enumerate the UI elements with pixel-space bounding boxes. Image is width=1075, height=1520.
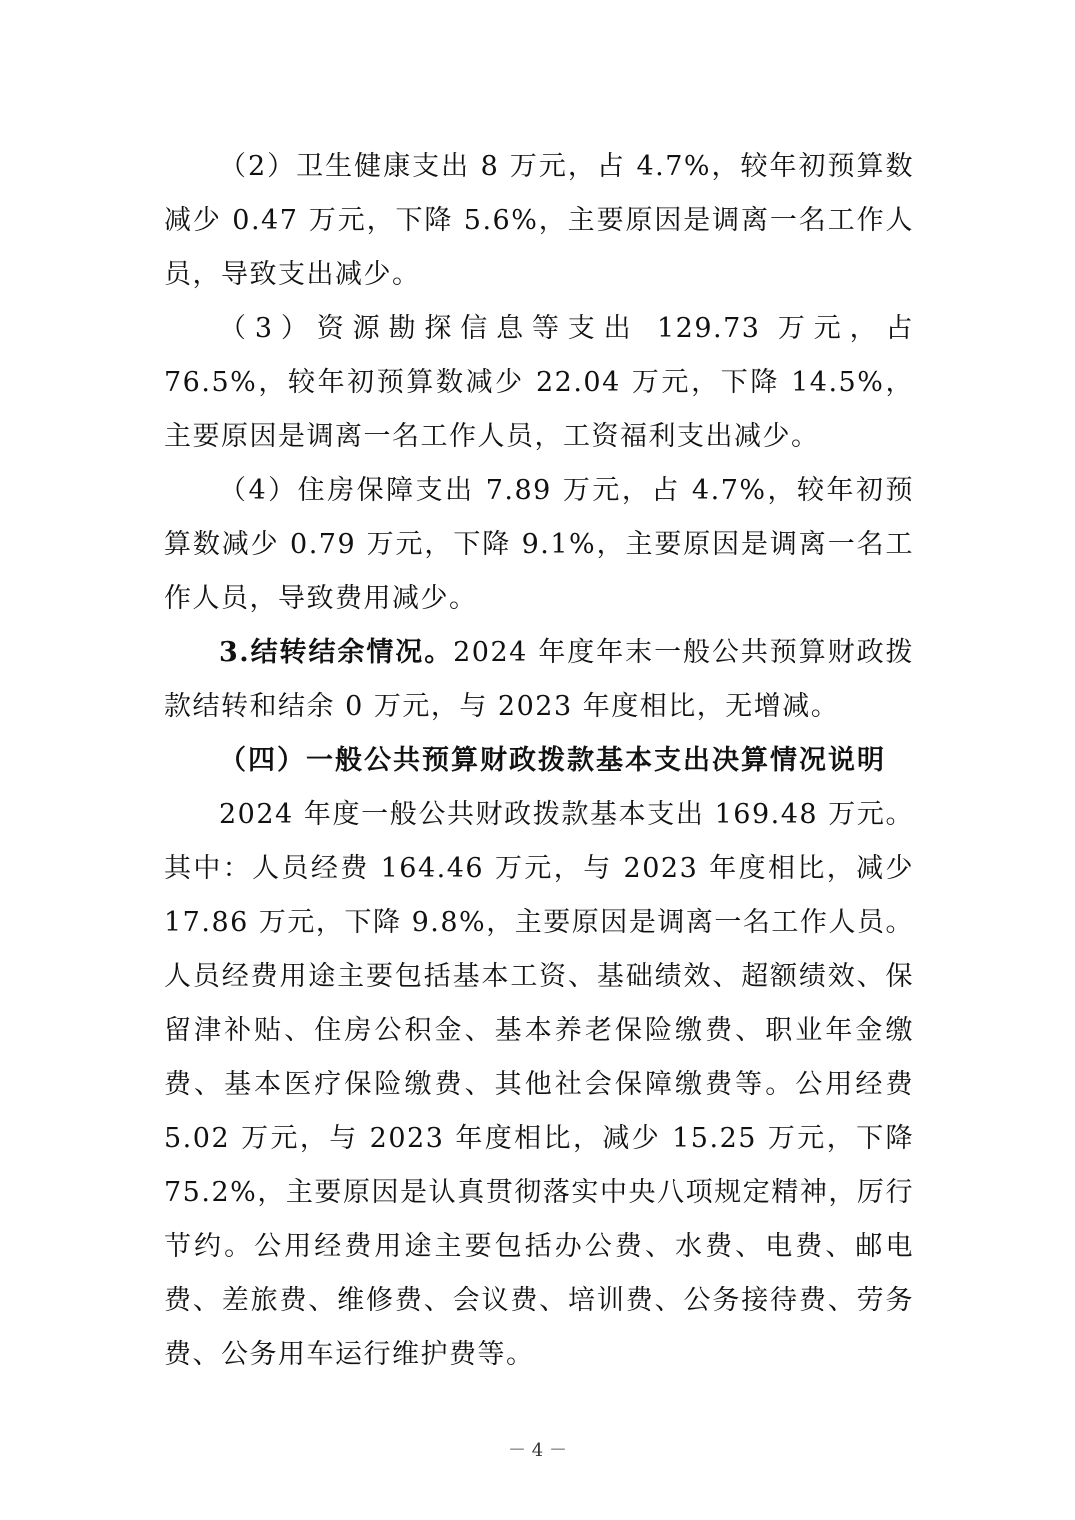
- paragraph-health-expenditure: （2）卫生健康支出 8 万元，占 4.7%，较年初预算数减少 0.47 万元，下降 5.6%，主要原因是调离一名工作人员，导致支出减少。: [164, 151, 914, 290]
- carryover-body: 2024 年度年末一般公共预算财政拨款结转和结余 0 万元，与 2023 年度相比，无增减。: [164, 637, 915, 722]
- section-heading: （四）一般公共预算财政拨款基本支出决算情况说明: [219, 745, 886, 776]
- carryover-lead: 3.结转结余情况。: [219, 637, 454, 668]
- page-number: － 4 －: [508, 1440, 567, 1461]
- document-body: [164, 140, 914, 1382]
- paragraph-carryover: [164, 626, 914, 734]
- paragraph-basic-expenditure: 2024 年度一般公共财政拨款基本支出 169.48 万元。其中：人员经费 164.46 万元，与 2023 年度相比，减少 17.86 万元，下降 9.8%，主要原因是调离一名工作人员。人员经费用途主要包括基本工资、基础绩效、超额绩效、保留津补贴、住房公积金、基本养老保险缴费、职业年金缴费、基本医疗保险缴费、其他社会保障缴费等。公用经费 5.02 万元，与 2023 年度相比，减少 15.25 万元，下降 75.2%，主要原因是认真贯彻落实中央八项规定精神，厉行节约。公用经费用途主要包括办公费、水费、电费、邮电费、差旅费、维修费、会议费、培训费、公务接待费、劳务费、公务用车运行维护费等。: [164, 799, 914, 1370]
- paragraph-housing-expenditure: （4）住房保障支出 7.89 万元，占 4.7%，较年初预算数减少 0.79 万元，下降 9.1%，主要原因是调离一名工作人员，导致费用减少。: [164, 475, 914, 614]
- paragraph-resource-expenditure: （3）资源勘探信息等支出 129.73 万元，占 76.5%，较年初预算数减少 22.04 万元，下降 14.5%，主要原因是调离一名工作人员，工资福利支出减少。: [164, 313, 914, 452]
